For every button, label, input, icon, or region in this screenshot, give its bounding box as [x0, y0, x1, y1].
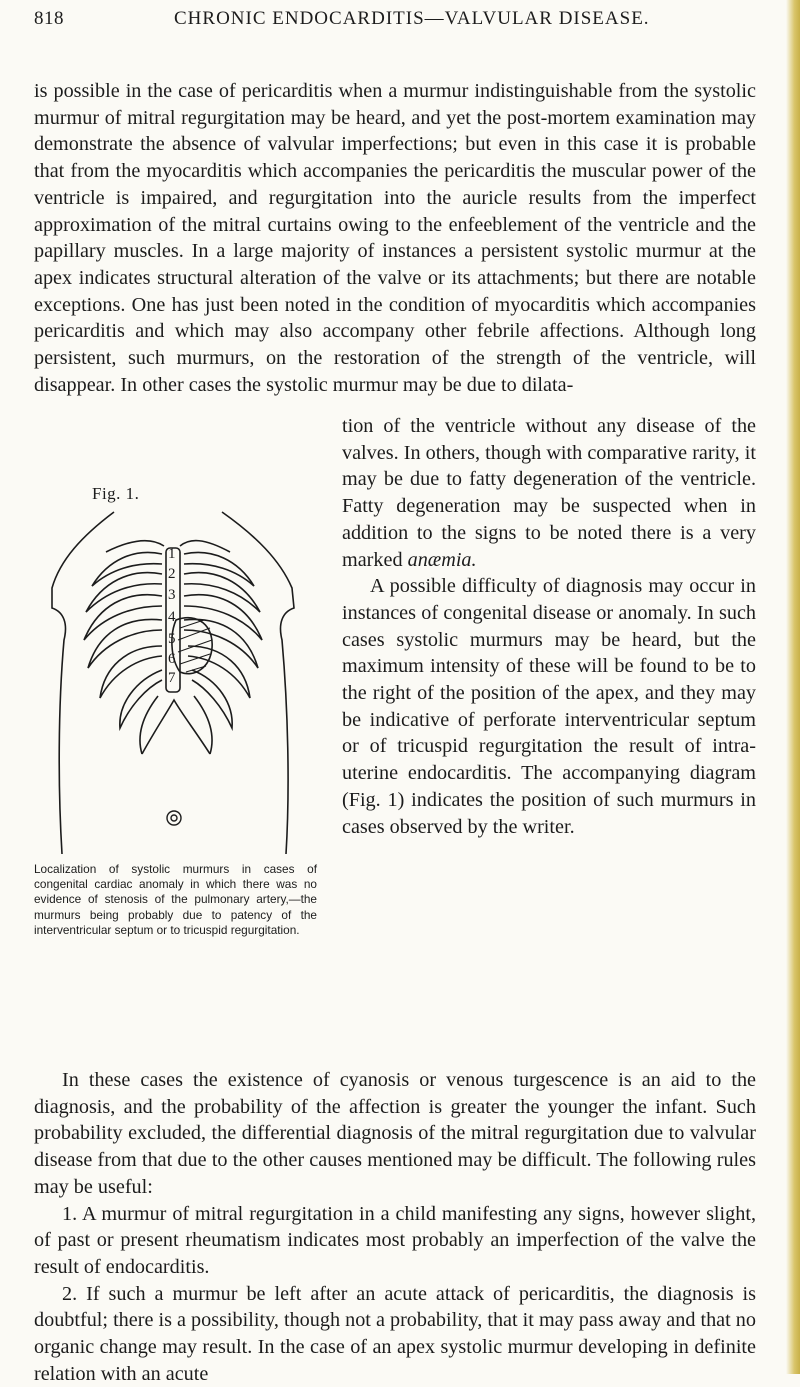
- side-column: [342, 413, 756, 840]
- running-title: CHRONIC ENDOCARDITIS—VALVULAR DISEASE.: [174, 8, 650, 29]
- rule-2: 2. If such a murmur be left after an acute attack of pericarditis, the diagnosis is doubtful; there is a possibility, though not a probability, that it may pass away and that no organic change may result. In the case of an apex systolic murmur developing in definite relation with an acute: [34, 1282, 756, 1385]
- chest-diagram: [34, 508, 334, 858]
- paragraph-1: is possible in the case of pericarditis when a murmur indistinguishable from the systolic murmur of mitral regurgitation may be heard, and yet the post-mortem examination may demonstrate the absence of valvular imperfections; but even in this case it is probable that from the myocarditis which accompanies the pericarditis the muscular power of the ventricle is impaired, and regurgitation into the auricle results from the imperfect approximation of the mitral curtains owing to the enfeeblement of the ventricle and the papillary muscles. In a large majority of instances a persistent systolic murmur at the apex indicates structural alteration of the valve or its attachments; but there are notable exceptions. One has just been noted in the condition of myocarditis which accompanies pericarditis and which may also accompany other febrile affections. Although long persistent, such murmurs, on the restoration of the strength of the ventricle, will disappear. In other cases the systolic murmur may be due to dilata-: [34, 80, 756, 396]
- umbilicus-icon: [167, 811, 181, 825]
- side-continuation: [342, 413, 756, 573]
- figure-label: Fig. 1.: [92, 484, 140, 503]
- rib-number: 2: [168, 566, 176, 582]
- figure-caption: Localization of systolic murmurs in cases of congenital cardiac anomaly in which there was no evidence of stenosis of the pulmonary artery,—the murmurs being probably due to patency of the interventricular septum or to tricuspid regurgitation.: [34, 862, 317, 937]
- umbilicus-icon-inner: [171, 815, 177, 821]
- page-number: 818: [34, 8, 64, 29]
- rib-number: 5: [168, 631, 176, 647]
- rib-number: 1: [168, 546, 176, 562]
- continuation-text: tion of the ventricle without any disease of the valves. In others, though with comparative rarity, it may be due to fatty degeneration of the ventricle. Fatty degeneration may be suspected when in addition to the signs to be noted there is a very marked: [342, 415, 756, 571]
- trunk-outline: [52, 512, 114, 854]
- rule-1: 1. A murmur of mitral regurgitation in a child manifesting any signs, however slight, of past or present rheumatism indicates most probably an imperfection of the valve the result of endocarditis.: [34, 1202, 756, 1278]
- page-header: [34, 8, 760, 38]
- rib-number: 3: [168, 587, 176, 603]
- right-rib: [184, 552, 254, 586]
- left-rib: [84, 595, 162, 640]
- right-rib: [194, 696, 212, 754]
- right-rib: [184, 619, 258, 668]
- anaemia-term: anæmia.: [407, 548, 477, 571]
- page-edge-stain: [786, 0, 800, 1374]
- left-rib: [88, 619, 162, 668]
- left-clavicle: [106, 541, 164, 552]
- rib-number: 7: [168, 670, 176, 686]
- paragraph-2: A possible difficulty of diagnosis may occur in instances of congenital disease or anomaly. In such cases systolic murmurs may be heard, but the maximum intensity of these will be found to be to the right of the position of the apex, and they may be indicative of perforate interventricular septum or of tricuspid regurgitation the result of intra-uterine endocarditis. The accompanying diagram (Fig. 1) indicates the position of such murmurs in cases observed by the writer.: [342, 575, 756, 838]
- costal-arch: [142, 700, 210, 754]
- rib-number: 4: [168, 609, 176, 625]
- right-rib: [192, 670, 232, 728]
- paragraph-3: In these cases the existence of cyanosis or venous turgescence is an aid to the diagnosis, and the probability of the affection is greater the younger the infant. Such probability excluded, the differential diagnosis of the mitral regurgitation due to valvular disease from that due to the other causes mentioned may be difficult. The following rules may be useful:: [34, 1069, 756, 1198]
- right-clavicle: [180, 541, 230, 552]
- lower-block: [34, 1067, 756, 1387]
- left-rib: [100, 646, 162, 698]
- rib-number: 6: [168, 651, 176, 667]
- figure-1: [34, 484, 334, 1064]
- left-rib: [92, 552, 162, 586]
- left-rib: [140, 696, 158, 754]
